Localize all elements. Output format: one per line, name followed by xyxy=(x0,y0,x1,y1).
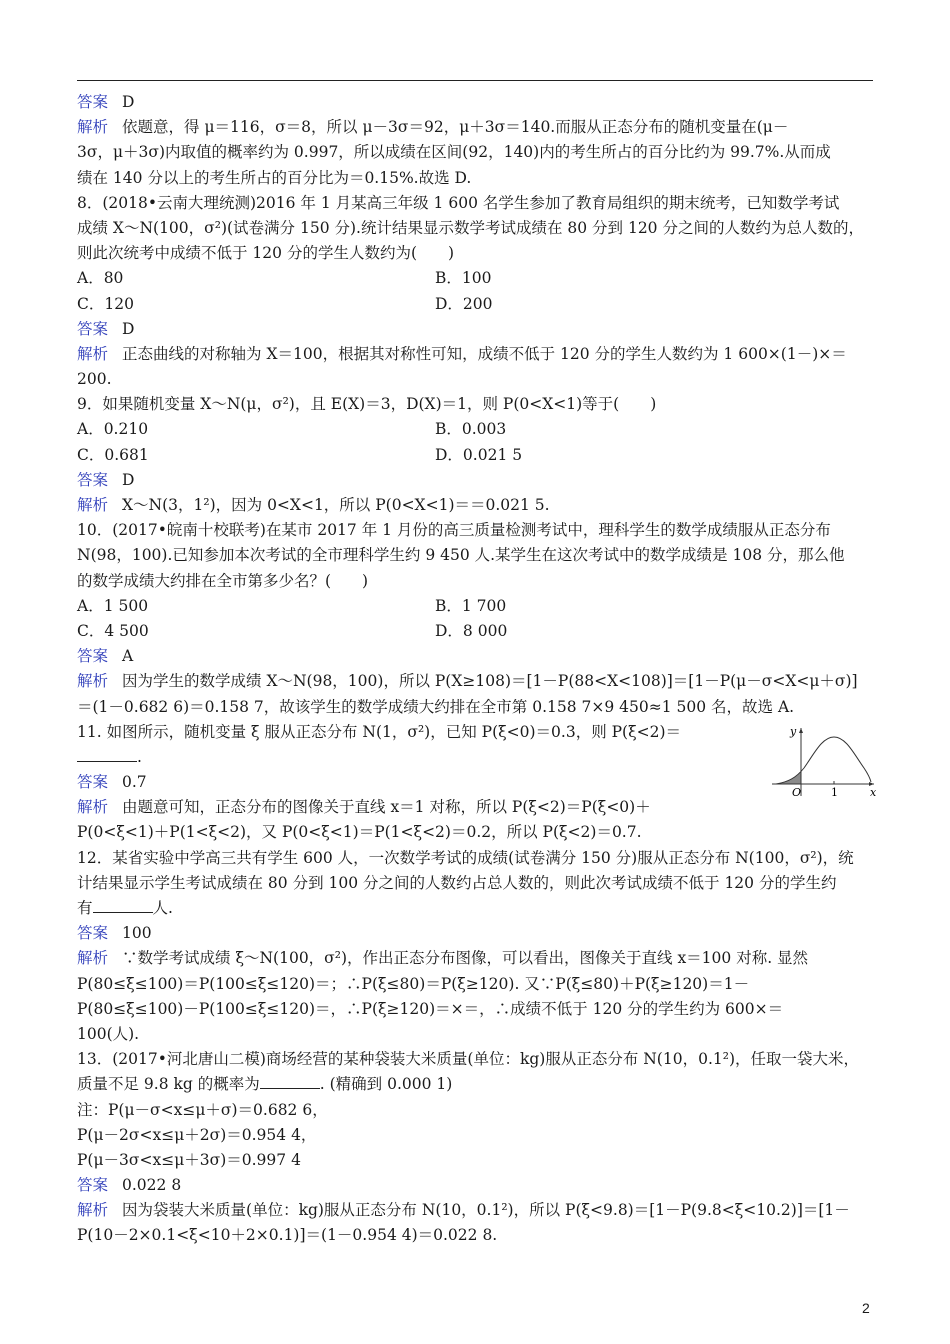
tick-label-one: 1 xyxy=(831,786,838,798)
option-d: D．0.021 5 xyxy=(435,445,523,464)
analysis-text: 因为袋装大米质量(单位：kg)服从正态分布 N(10，0.1²)，所以 P(ξ<9.8)＝[1－P(9.8<ξ<10.2)]＝[1－ xyxy=(122,1201,850,1220)
analysis-key: 解析 xyxy=(77,344,109,363)
note-line: P(μ－3σ<x≤μ＋3σ)＝0.997 4 xyxy=(77,1150,301,1169)
answer-line xyxy=(77,468,873,493)
question-13-stem: 13．(2017•河北唐山二模)商场经营的某种袋装大米质量(单位：kg)服从正态分布 N(10，0.1²)，任取一袋大米， xyxy=(77,1050,859,1069)
option-c: C．4 500 xyxy=(77,621,149,640)
answer-key: 答案 xyxy=(77,93,109,111)
answer-value: A xyxy=(122,647,134,666)
option-b: B．1 700 xyxy=(435,596,507,615)
text-line: P(0<ξ<1)＋P(1<ξ<2)，又 P(0<ξ<1)＝P(1<ξ<2)＝0.2，所以 P(ξ<2)＝0.7. xyxy=(77,823,642,842)
analysis-line xyxy=(77,1198,873,1223)
question-8-stem: 则此次统考中成绩不低于 120 分的学生人数约为( ) xyxy=(77,244,455,263)
answer-line xyxy=(77,644,873,669)
option-row xyxy=(77,594,873,619)
option-row xyxy=(77,266,873,291)
text-line: 100(人). xyxy=(77,1024,140,1043)
option-b: B．0.003 xyxy=(435,420,507,439)
analysis-key: 解析 xyxy=(77,798,109,817)
analysis-text: 因为学生的数学成绩 X～N(98，100)，所以 P(X≥108)＝[1－P(88<X<108)]＝[1－P(μ－σ<X<μ＋σ)] xyxy=(122,672,858,691)
option-b: B．100 xyxy=(435,269,492,288)
analysis-line xyxy=(77,342,873,367)
option-row xyxy=(77,443,873,468)
answer-key: 答案 xyxy=(77,470,109,489)
analysis-key: 解析 xyxy=(77,496,109,514)
question-8-stem: 8．(2018•云南大理统测)2016 年 1 月某高三年级 1 600 名学生参加了教育局组织的期末统考，已知数学考试 xyxy=(77,193,840,212)
answer-value: 0.7 xyxy=(122,773,147,792)
analysis-key: 解析 xyxy=(77,672,109,691)
answer-value: D xyxy=(122,319,135,338)
question-12-stem: 12．某省实验中学高三共有学生 600 人，一次数学考试的成绩(试卷满分 150 分)服从正态分布 N(100，σ²)，统 xyxy=(77,848,854,867)
analysis-line xyxy=(77,669,873,694)
normal-curve-figure xyxy=(770,722,878,798)
answer-key: 答案 xyxy=(77,1176,109,1195)
answer-blank xyxy=(260,1074,320,1089)
answer-key: 答案 xyxy=(77,773,109,792)
question-10-stem: 10．(2017•皖南十校联考)在某市 2017 年 1 月份的高三质量检测考试中，理科学生的数学成绩服从正态分布 xyxy=(77,521,831,540)
text-line: ＝(1－0.682 6)＝0.158 7，故该学生的数学成绩大约排在全市第 0.158 7×9 450≈1 500 名，故选 A. xyxy=(77,697,795,716)
analysis-text: 正态曲线的对称轴为 X＝100，根据其对称性可知，成绩不低于 120 分的学生人数约为 1 600×(1－)×＝ xyxy=(122,344,847,363)
text-line: P(80≤ξ≤100)－P(100≤ξ≤120)＝，∴P(ξ≥120)＝×＝，∴成绩不低于 120 分的学生约为 600×＝ xyxy=(77,999,784,1018)
question-9-stem: 9．如果随机变量 X～N(μ，σ²)，且 E(X)＝3，D(X)＝1，则 P(0<X<1)等于( ) xyxy=(77,395,657,414)
analysis-line xyxy=(77,115,873,140)
analysis-text: ∵数学考试成绩 ξ～N(100，σ²)，作出正态分布图像，可以看出，图像关于直线 x＝100 对称. 显然 xyxy=(122,949,809,968)
answer-line xyxy=(77,90,873,115)
option-row xyxy=(77,619,873,644)
x-label: x xyxy=(870,786,877,798)
text-line: 200. xyxy=(77,370,112,389)
page-content xyxy=(77,90,873,1249)
analysis-key: 解析 xyxy=(77,118,109,137)
option-d: D．200 xyxy=(435,294,493,313)
note-line: P(μ－2σ<x≤μ＋2σ)＝0.954 4， xyxy=(77,1125,317,1144)
answer-line xyxy=(77,770,873,795)
note-line: 注：P(μ－σ<x≤μ＋σ)＝0.682 6， xyxy=(77,1100,328,1119)
text-line: 绩在 140 分以上的考生所占的百分比为＝0.15%.故选 D. xyxy=(77,168,472,187)
y-axis-arrow xyxy=(799,728,803,733)
text-line: P(80≤ξ≤100)＝P(100≤ξ≤120)＝；∴P(ξ≤80)＝P(ξ≥120). 又∵P(ξ≤80)＋P(ξ≥120)＝1－ xyxy=(77,974,750,993)
question-11-stem: 11. 如图所示，随机变量 ξ 服从正态分布 N(1，σ²)，已知 P(ξ<0)＝0.3，则 P(ξ<2)＝ xyxy=(77,722,682,741)
answer-key: 答案 xyxy=(77,319,109,338)
analysis-line xyxy=(77,493,873,518)
question-12-stem: 计结果显示学生考试成绩在 80 分到 100 分之间的人数约占总人数的，则此次考试成绩不低于 120 分的学生约 xyxy=(77,873,837,892)
shaded-region xyxy=(776,772,801,784)
question-10-stem: N(98，100).已知参加本次考试的全市理科学生约 9 450 人.某学生在这次考试中的数学成绩是 108 分，那么他 xyxy=(77,546,845,565)
question-13-stem: 质量不足 9.8 kg 的概率为 . (精确到 0.000 1) xyxy=(77,1075,453,1094)
answer-value: D xyxy=(122,470,135,489)
analysis-text: 依题意，得 μ＝116，σ＝8，所以 μ－3σ＝92，μ＋3σ＝140.而服从正态分布的随机变量在(μ－ xyxy=(122,118,789,137)
text-line: 3σ，μ＋3σ)内取值的概率约为 0.997，所以成绩在区间(92，140)内的考生所占的百分比约为 99.7%.从而成 xyxy=(77,143,831,162)
option-row xyxy=(77,417,873,442)
answer-key: 答案 xyxy=(77,924,109,943)
analysis-key: 解析 xyxy=(77,949,109,968)
header-rule xyxy=(77,80,873,81)
answer-blank xyxy=(93,898,153,913)
answer-value: 100 xyxy=(122,924,152,943)
normal-curve xyxy=(776,737,871,784)
question-11-stem: . xyxy=(77,745,873,770)
y-label: y xyxy=(790,725,797,738)
text-line: P(10－2×0.1<ξ<10＋2×0.1)]＝(1－0.954 4)＝0.022 8. xyxy=(77,1226,498,1245)
analysis-text: 由题意可知，正态分布的图像关于直线 x＝1 对称，所以 P(ξ<2)＝P(ξ<0)＋ xyxy=(122,798,651,817)
question-12-stem: 有 人. xyxy=(77,899,173,917)
answer-blank xyxy=(77,747,137,762)
option-a: A．0.210 xyxy=(77,420,149,439)
answer-line xyxy=(77,1173,873,1198)
option-d: D．8 000 xyxy=(435,621,508,640)
option-a: A．80 xyxy=(77,269,124,288)
question-10-stem: 的数学成绩大约排在全市第多少名？( ) xyxy=(77,571,369,590)
analysis-text: X～N(3，1²)，因为 0<X<1，所以 P(0<X<1)＝＝0.021 5. xyxy=(122,496,550,514)
answer-value: D xyxy=(122,93,135,111)
question-8-stem: 成绩 X～N(100，σ²)(试卷满分 150 分).统计结果显示数学考试成绩在 80 分到 120 分之间的人数约为总人数的， xyxy=(77,218,864,237)
option-row xyxy=(77,292,873,317)
answer-key: 答案 xyxy=(77,647,109,666)
answer-line xyxy=(77,921,873,946)
analysis-key: 解析 xyxy=(77,1201,109,1220)
option-c: C．120 xyxy=(77,294,134,313)
page-number: 2 xyxy=(862,1300,870,1316)
analysis-line xyxy=(77,946,873,971)
option-a: A．1 500 xyxy=(77,596,149,615)
origin-label: O xyxy=(792,786,802,798)
analysis-line xyxy=(77,795,873,820)
option-c: C．0.681 xyxy=(77,445,149,464)
answer-line xyxy=(77,317,873,342)
answer-value: 0.022 8 xyxy=(122,1176,182,1195)
